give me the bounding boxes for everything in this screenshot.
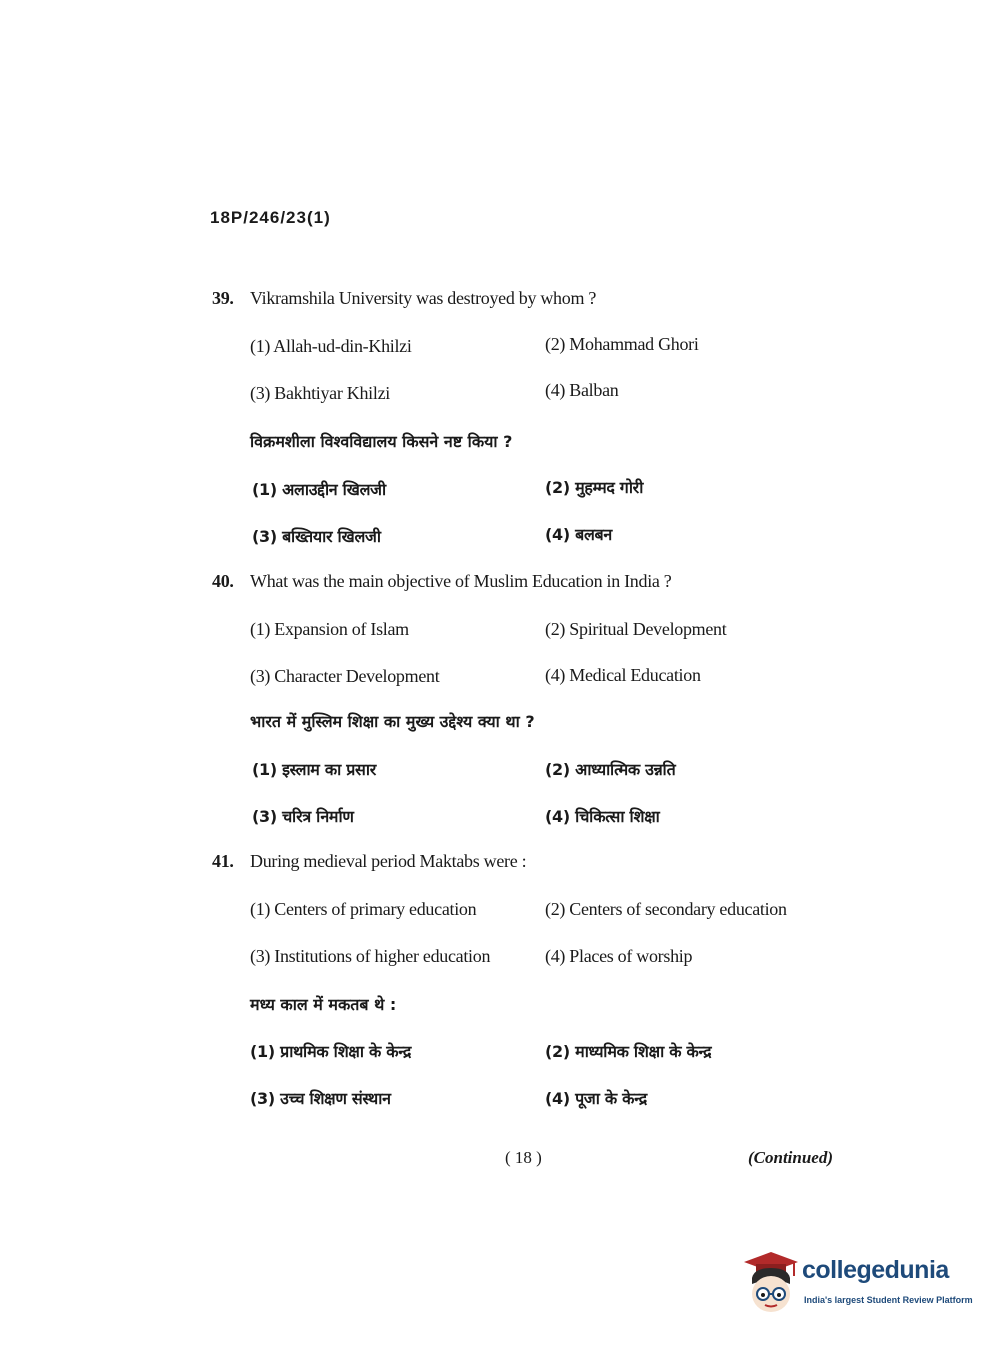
question-text-hi: भारत में मुस्लिम शिक्षा का मुख्य उद्देश्य क्या था ? xyxy=(250,712,535,731)
question-text-en: What was the main objective of Muslim Education in India ? xyxy=(250,571,672,591)
option-hi-2: (2) मुहम्मद गोरी xyxy=(545,478,644,497)
option-hi-3: (3) उच्च शिक्षण संस्थान xyxy=(250,1089,391,1108)
option-en-2: (2) Mohammad Ghori xyxy=(545,334,699,354)
option-en-2: (2) Spiritual Development xyxy=(545,619,727,639)
collegedunia-logo xyxy=(742,1250,972,1318)
question-text-hi: मध्य काल में मकतब थे : xyxy=(250,995,397,1014)
question-text-en: During medieval period Maktabs were : xyxy=(250,851,527,871)
option-en-4: (4) Balban xyxy=(545,380,619,400)
option-en-1: (1) Allah-ud-din-Khilzi xyxy=(250,336,412,356)
page-code: 18P/246/23(1) xyxy=(210,208,331,227)
option-en-3: (3) Bakhtiyar Khilzi xyxy=(250,383,390,403)
option-en-4: (4) Places of worship xyxy=(545,946,693,966)
option-hi-4: (4) पूजा के केन्द्र xyxy=(545,1089,647,1108)
option-hi-4: (4) बलबन xyxy=(545,525,612,544)
question-text-hi: विक्रमशीला विश्वविद्यालय किसने नष्ट किया ? xyxy=(250,432,513,451)
option-en-1: (1) Centers of primary education xyxy=(250,899,477,919)
option-hi-1: (1) इस्लाम का प्रसार xyxy=(252,760,376,779)
option-en-3: (3) Character Development xyxy=(250,666,440,686)
question-number: 41. xyxy=(212,851,234,871)
option-en-2: (2) Centers of secondary education xyxy=(545,899,787,919)
option-hi-4: (4) चिकित्सा शिक्षा xyxy=(545,807,660,826)
option-hi-3: (3) चरित्र निर्माण xyxy=(252,807,354,826)
question-text-en: Vikramshila University was destroyed by whom ? xyxy=(250,288,597,308)
continued-label: (Continued) xyxy=(748,1148,834,1167)
option-en-4: (4) Medical Education xyxy=(545,665,701,685)
option-en-3: (3) Institutions of higher education xyxy=(250,946,491,966)
question-number: 40. xyxy=(212,571,234,591)
logo-wordmark: collegedunia xyxy=(802,1256,949,1284)
option-hi-1: (1) अलाउद्दीन खिलजी xyxy=(252,480,386,499)
page-number: ( 18 ) xyxy=(505,1148,542,1167)
option-en-1: (1) Expansion of Islam xyxy=(250,619,409,639)
option-hi-2: (2) माध्यमिक शिक्षा के केन्द्र xyxy=(545,1042,712,1061)
option-hi-2: (2) आध्यात्मिक उन्नति xyxy=(545,760,676,779)
option-hi-1: (1) प्राथमिक शिक्षा के केन्द्र xyxy=(250,1042,412,1061)
student-mascot-icon xyxy=(742,1250,800,1318)
option-hi-3: (3) बख्तियार खिलजी xyxy=(252,527,381,546)
question-number: 39. xyxy=(212,288,234,308)
logo-tagline: India's largest Student Review Platform xyxy=(804,1295,973,1305)
